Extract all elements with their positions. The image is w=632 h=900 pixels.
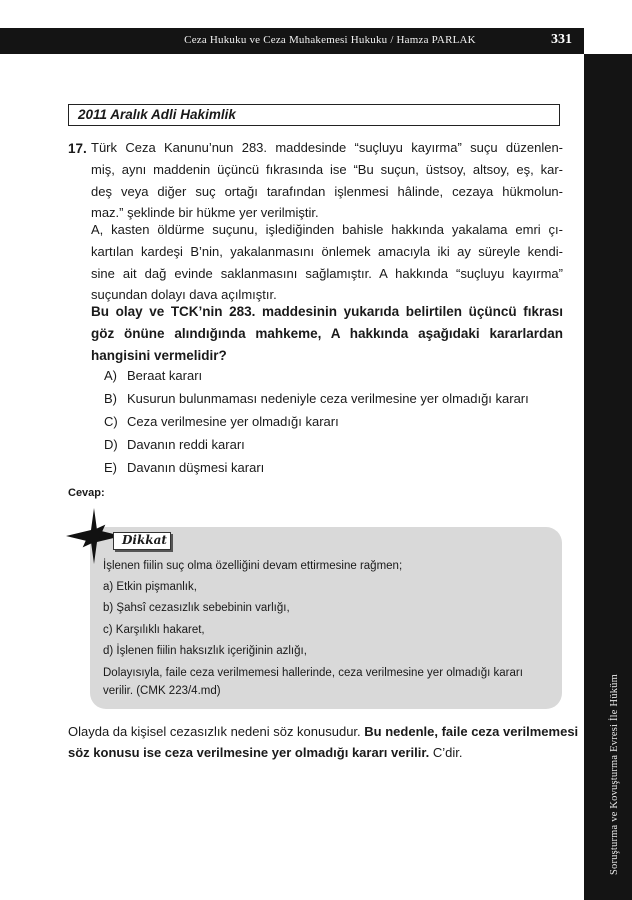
page-number: 331 — [551, 32, 572, 47]
option-e — [104, 460, 264, 475]
conclusion-bold-text: Bu nedenle, faile ceza verilmemesi — [364, 724, 579, 739]
note-box — [90, 527, 562, 709]
answer-label: Cevap: — [68, 487, 105, 499]
running-header: Ceza Hukuku ve Ceza Muhakemesi Hukuku / Hamza PARLAK — [184, 34, 476, 46]
note-line: c) Karşılıklı hakaret, — [103, 624, 205, 636]
note-line: b) Şahsî cezasızlık sebebinin varlığı, — [103, 602, 290, 614]
option-letter: D) — [104, 437, 118, 452]
option-a — [104, 368, 202, 383]
text-line: göz önüne alındığında mahkeme, A hakkında aşağıdaki kararlardan — [91, 325, 563, 341]
option-b — [104, 391, 529, 406]
text-line: deş veya diğer suç ortağı tarafından işlenmesi hâlinde, cezaya hükmolun- — [91, 183, 563, 199]
side-bar — [584, 54, 632, 900]
note-label: Dikkat — [122, 533, 167, 547]
question-paragraph-1 — [91, 137, 563, 224]
option-text: Davanın düşmesi kararı — [127, 460, 265, 475]
text-line: Bu olay ve TCK’nin 283. maddesinin yukarıda belirtilen üçüncü fıkrası — [91, 304, 563, 319]
conclusion-line-2 — [68, 745, 563, 760]
option-letter: C) — [104, 414, 118, 429]
conclusion-text: Olayda da kişisel cezasızlık nedeni söz konusudur. — [68, 724, 365, 739]
note-line: d) İşlenen fiilin haksızlık içeriğinin azlığı, — [103, 645, 307, 657]
note-line: İşlenen fiilin suç olma özelliğini devam ettirmesine rağmen; — [103, 560, 403, 572]
section-box — [68, 104, 560, 126]
question-paragraph-2 — [91, 219, 563, 306]
note-line: Dolayısıyla, faile ceza verilmemesi hallerinde, ceza verilmesine yer olmadığı kararı — [103, 667, 523, 679]
question-number: 17. — [68, 141, 87, 156]
option-letter: B) — [104, 391, 117, 406]
option-text: Ceza verilmesine yer olmadığı kararı — [127, 414, 339, 429]
section-title: 2011 Aralık Adli Hakimlik — [78, 107, 236, 122]
note-line: verilir. (CMK 223/4.md) — [103, 685, 221, 697]
option-letter: A) — [104, 368, 117, 383]
option-text: Kusurun bulunmaması nedeniyle ceza verilmesine yer olmadığı kararı — [127, 391, 529, 406]
option-d — [104, 437, 245, 452]
option-text: Davanın reddi kararı — [127, 437, 245, 452]
option-text: Beraat kararı — [127, 368, 203, 383]
header-bar — [0, 28, 584, 54]
side-chapter-title: Soruşturma ve Kovuşturma Evresi İle Hüküm — [609, 674, 620, 875]
note-line: a) Etkin pişmanlık, — [103, 581, 197, 593]
text-line: kartılan kardeşi B’nin, yakalanmasını önlemek amacıyla iki ay süreyle kendi- — [91, 243, 563, 259]
conclusion-bold-text: söz konusu ise ceza verilmesine yer olmadığı kararı verilir. — [68, 745, 430, 760]
option-letter: E) — [104, 460, 117, 475]
text-line: A, kasten öldürme suçunu, işlediğinden bahisle hakkında yakalama emri çı- — [91, 222, 563, 237]
text-line: suçundan dolayı dava açılmıştır. — [91, 287, 277, 303]
text-line: hangisini vermelidir? — [91, 347, 227, 363]
text-line: Türk Ceza Kanunu’nun 283. maddesinde “suçluyu kayırma” suçu düzenlen- — [91, 140, 563, 155]
text-line: miş, aynı maddenin üçüncü fıkrasında ise “Bu suçun, üstsoy, altsoy, eş, kar- — [91, 161, 563, 177]
question-prompt — [91, 301, 563, 366]
text-line: maz.” şeklinde bir hükme yer verilmiştir. — [91, 205, 319, 221]
note-label-tab — [113, 532, 171, 550]
conclusion-line-1 — [68, 724, 579, 739]
text-line: sine ait dağ evinde saklanmasını sağlamıştır. A hakkında “suçluyu kayırma” — [91, 265, 563, 281]
conclusion-answer: C’dir. — [429, 745, 463, 760]
option-c — [104, 414, 339, 429]
